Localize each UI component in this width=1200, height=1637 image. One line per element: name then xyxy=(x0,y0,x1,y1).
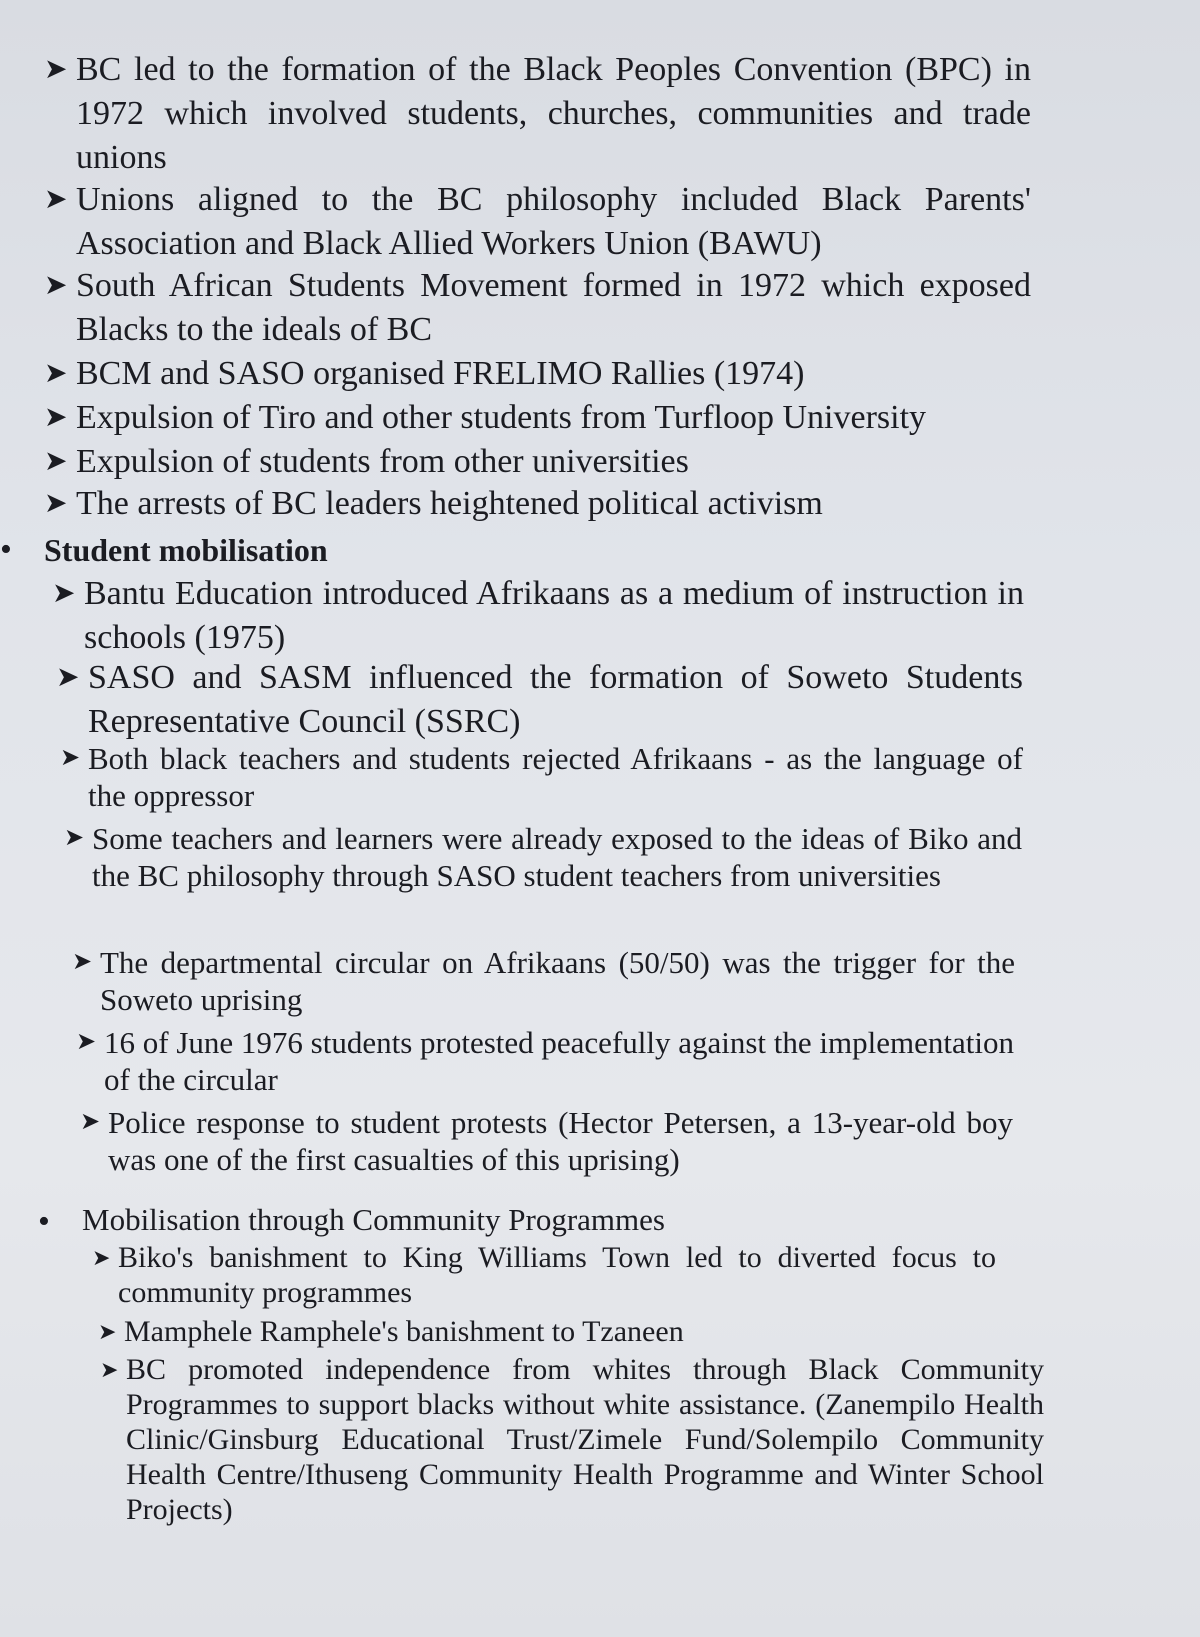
list-item xyxy=(44,352,1034,396)
list-item-text: BC led to the formation of the Black Peoples Convention (BPC) in 1972 which involved students, churches, communities and trade unions xyxy=(76,51,1031,176)
arrowhead-bullet-icon: ➤ xyxy=(80,1109,101,1135)
list-item-text: Expulsion of Tiro and other students from Turfloop University xyxy=(76,399,927,436)
arrowhead-bullet-icon: ➤ xyxy=(92,1245,111,1270)
list-item xyxy=(52,572,1027,660)
list-item xyxy=(76,1024,1016,1098)
list-item-text: BCM and SASO organised FRELIMO Rallies (1974) xyxy=(76,355,805,392)
list-item-text: Both black teachers and students rejected Afrikaans - as the language of the oppressor xyxy=(88,741,1023,813)
list-item xyxy=(64,820,1024,894)
list-item-text: Unions aligned to the BC philosophy included Black Parents' Association and Black Allied Workers Union (BAWU) xyxy=(76,181,1031,262)
arrowhead-bullet-icon: ➤ xyxy=(98,1319,117,1344)
list-item xyxy=(44,440,1034,484)
list-item xyxy=(72,944,1017,1018)
arrowhead-bullet-icon: ➤ xyxy=(56,662,80,693)
list-item-text: Some teachers and learners were already exposed to the ideas of Biko and the BC philosophy through SASO student teachers from universities xyxy=(92,821,1022,893)
section-heading-row xyxy=(38,1200,998,1244)
arrowhead-bullet-icon: ➤ xyxy=(76,1029,97,1055)
section-heading-row xyxy=(0,528,1000,572)
list-item xyxy=(92,1240,997,1310)
arrowhead-bullet-icon: ➤ xyxy=(44,446,68,477)
arrowhead-bullet-icon: ➤ xyxy=(44,184,68,215)
arrowhead-bullet-icon: ➤ xyxy=(44,54,68,85)
list-item xyxy=(44,396,1034,440)
list-item-text: 16 of June 1976 students protested peacefully against the implementation of the circular xyxy=(104,1025,1014,1097)
list-item-text: South African Students Movement formed in 1972 which exposed Blacks to the ideals of BC xyxy=(76,267,1031,348)
list-item xyxy=(44,178,1034,266)
list-item-text: Biko's banishment to King Williams Town led to diverted focus to community programmes xyxy=(118,1241,996,1309)
arrowhead-bullet-icon: ➤ xyxy=(52,578,76,609)
arrowhead-bullet-icon: ➤ xyxy=(60,745,81,771)
list-item xyxy=(44,48,1034,180)
round-bullet-icon: • xyxy=(0,531,12,568)
list-item xyxy=(98,1314,998,1349)
list-item xyxy=(60,740,1025,814)
section-heading: Student mobilisation xyxy=(44,532,328,568)
list-item xyxy=(80,1104,1015,1178)
list-item-text: Expulsion of students from other universities xyxy=(76,443,689,480)
arrowhead-bullet-icon: ➤ xyxy=(44,270,68,301)
section-heading: Mobilisation through Community Programmes xyxy=(82,1202,665,1237)
list-item-text: BC promoted independence from whites through Black Community Programmes to support blacks without white assistance. (Zanempilo Health Clinic/Ginsburg Educational Trust/Zimele Fund/Solempilo Community Health Centre/Ithuseng Community Health Programme and Winter School Projects) xyxy=(126,1353,1044,1526)
list-item-text: The arrests of BC leaders heightened political activism xyxy=(76,485,823,522)
arrowhead-bullet-icon: ➤ xyxy=(72,949,93,975)
list-item xyxy=(100,1352,1045,1527)
list-item-text: The departmental circular on Afrikaans (50/50) was the trigger for the Soweto uprising xyxy=(100,945,1015,1017)
list-item xyxy=(44,482,1034,526)
arrowhead-bullet-icon: ➤ xyxy=(44,358,68,389)
round-bullet-icon: • xyxy=(38,1203,50,1240)
arrowhead-bullet-icon: ➤ xyxy=(64,825,85,851)
arrowhead-bullet-icon: ➤ xyxy=(100,1357,119,1382)
list-item xyxy=(56,656,1026,744)
list-item-text: SASO and SASM influenced the formation of Soweto Students Representative Council (SSRC) xyxy=(88,659,1023,740)
list-item xyxy=(44,264,1034,352)
arrowhead-bullet-icon: ➤ xyxy=(44,488,68,519)
list-item-text: Bantu Education introduced Afrikaans as a medium of instruction in schools (1975) xyxy=(84,575,1024,656)
list-item-text: Police response to student protests (Hector Petersen, a 13-year-old boy was one of the first casualties of this uprising) xyxy=(108,1105,1013,1177)
list-item-text: Mamphele Ramphele's banishment to Tzaneen xyxy=(124,1315,684,1348)
arrowhead-bullet-icon: ➤ xyxy=(44,402,68,433)
